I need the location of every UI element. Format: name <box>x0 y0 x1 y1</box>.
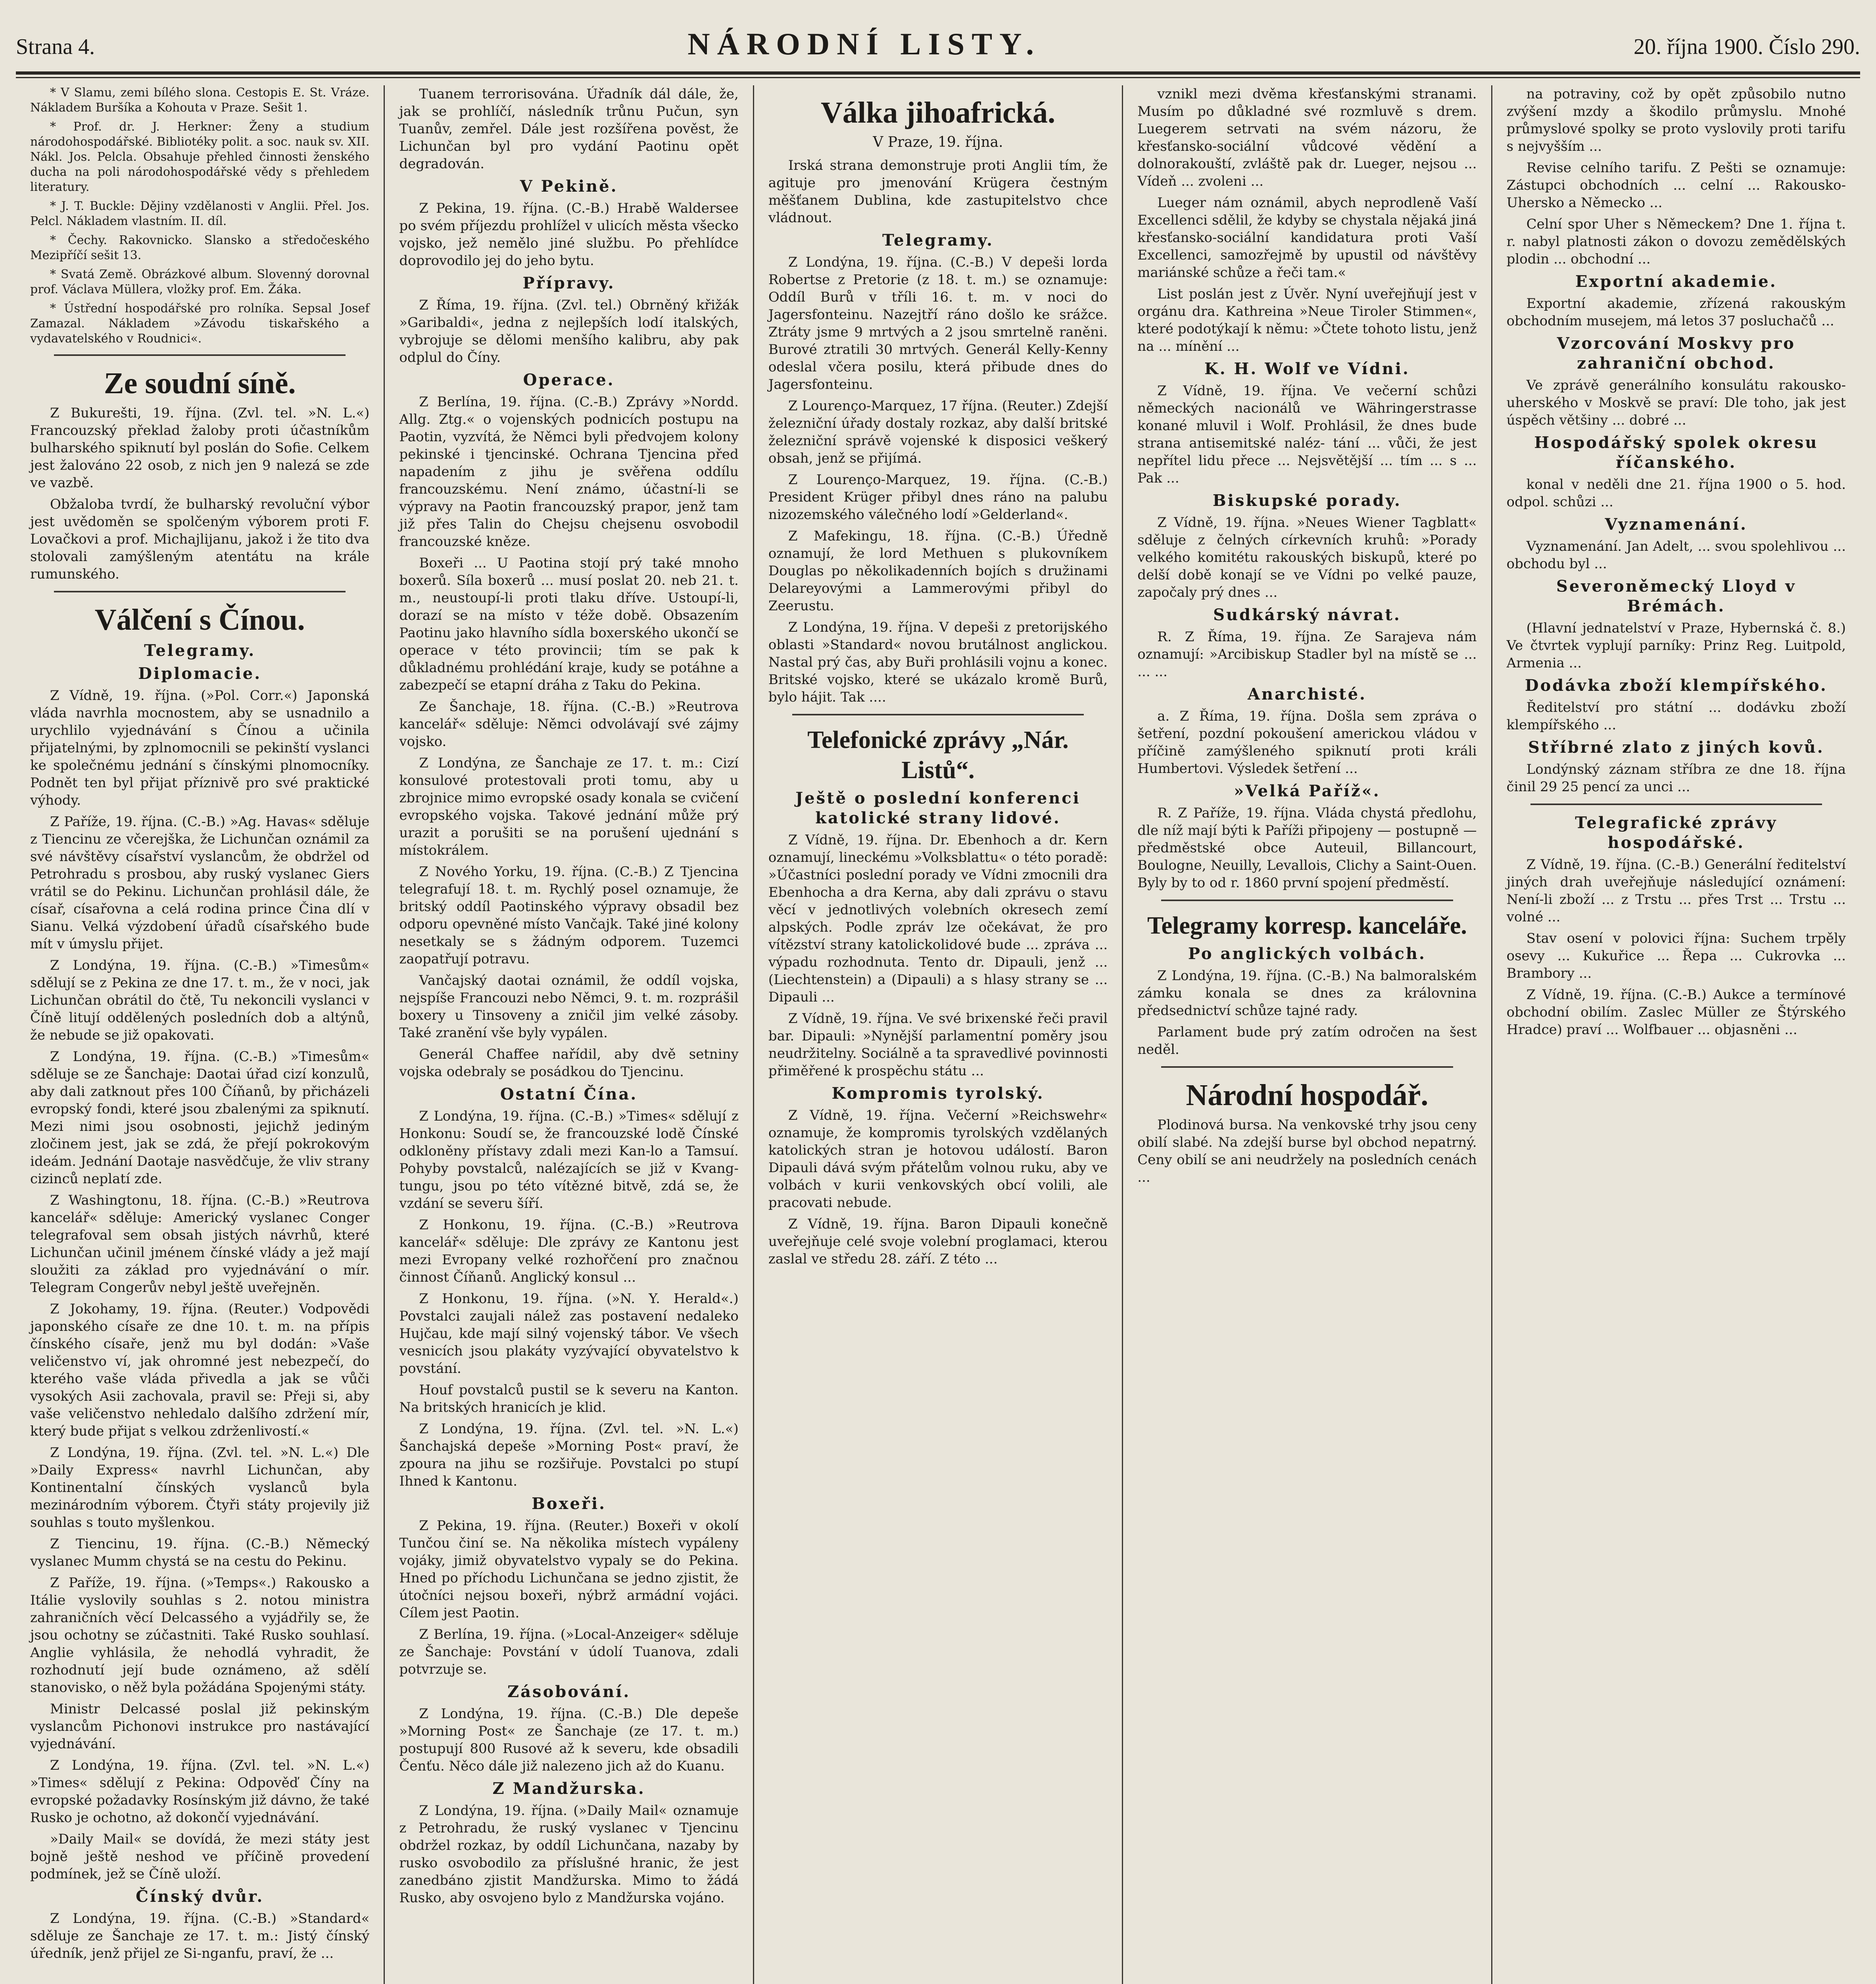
article-paragraph: Vyznamenání. Jan Adelt, ... svou spolehlivou ... obchodu byl ... <box>1506 538 1846 572</box>
subheading: Telegramy. <box>882 231 994 250</box>
section-heading: Telefonické zprávy „Nár. Listů“. <box>807 727 1069 784</box>
divider <box>54 354 346 356</box>
article-paragraph: Z Londýna, 19. října. (Zvl. tel. »N. L.«) »Times« sdělují z Pekina: Odpověď Číny na evropské požadavky Rosínským již dávno, že také Rusko je ochotno, až dokončí vyjednávání. <box>30 1757 370 1826</box>
article-paragraph: (Hlavní jednatelství v Praze, Hybernská č. 8.) Ve čtvrtek vyplují parníky: Prinz Reg. Luitpold, Armenia ... <box>1506 620 1846 671</box>
subheading: Vyznamenání. <box>1605 515 1747 534</box>
subheading: Severoněmecký Lloyd v Brémách. <box>1556 577 1796 615</box>
column-4 <box>1123 85 1492 1984</box>
divider <box>54 591 346 592</box>
subheading: Z Mandžurska. <box>492 1779 645 1798</box>
article-paragraph: Z Berlína, 19. října. (C.-B.) Zprávy »Nordd. Allg. Ztg.« o vojenských podnicích postupu na Paotin, vyzvítá, že Němci byli předvojem kolony pekinské i tjencinské. Ochrana Tjencina před napadením z jihu je svěřena oddílu francouzskému. Není známo, účastní-li se výpravy na Paotin francouzský prapor, jenž tam již přes Talin do Chejsu chejsenu osvobodil francouzské kněze. <box>399 394 739 550</box>
article-paragraph: Z Vídně, 19. října. »Neues Wiener Tagblatt« sděluje z čelných církevních kruhů: »Porady velkého komitétu rakouských biskupů, které po delší době konají se ve Vídni po velké pauze, započaly prý dnes ... <box>1137 515 1477 600</box>
article-paragraph: Z Londýna, 19. října. (C.-B.) V depeši lorda Robertse z Pretorie (z 18. t. m.) se oznamuje: Oddíl Burů v tříli 16. t. m. v noci do Jagersfonteinu. Nazejtří ráno došlo ke srážce. Ztráty jsme 9 mrtvých a 2 jsou smrtelně raněni. Burové ztratili 30 mrtvých. Generál Kelly-Kenny odeslal včera posilu, která přibude dnes do Jagersfonteinu. <box>768 254 1108 392</box>
article-paragraph: na potraviny, což by opět způsobilo nutno zvýšení mzdy a škodilo průmyslu. Mnohé průmyslové spolky se proto vyslovily proti tarifu s nejvyšším ... <box>1506 86 1846 154</box>
article-paragraph: Z Londýna, 19. října. (C.-B.) »Timesům« sděluje se ze Šanchaje: Daotai úřad cizí konzulů, aby dali zatknout přes 100 Číňanů, by přicházeli evropský fondi, které jsou zbalenými za spiknutí. Mezi nimi jsou osobnosti, jejichž jediným zločinem jest, jak se zdá, že přejí pokrokovým ideám. Jednání Daotaje nasvědčuje, že vliv strany cizinců neplatí zde. <box>30 1049 370 1187</box>
book-note: * V Slamu, zemi bílého slona. Cestopis E. St. Vráze. Nákladem Buršíka a Kohouta v Praze. Sešit 1. <box>30 86 370 115</box>
subheading: Boxeři. <box>532 1494 607 1513</box>
article-paragraph: Z Washingtonu, 18. října. (C.-B.) »Reutrova kancelář« sděluje: Americký vyslanec Conger telegrafoval sem obsah jistých návrhů, které Lichunčan učinil jménem čínské vlády a jež mají sloužiti za základ pro vyjednávání o mír. Telegram Congerův nebyl ještě uveřejněn. <box>30 1192 370 1296</box>
article-paragraph: Z Londýna, 19. října. (C.-B.) Na balmoralském zámku konala se dnes za královnina předsednictví schůze tajné rady. <box>1137 968 1477 1019</box>
article-paragraph: Z Vídně, 19. října. (»Pol. Corr.«) Japonská vláda navrhla mocnostem, aby se usnadnilo a urychlilo vyjednávání s Čínou a učinila přijatelnými, by zplnomocnili se pekinští vyslanci ke společnému jednání s čínskými plnomocníky. Podnět ten byl přijat příznivě pro své praktické výhody. <box>30 688 370 808</box>
column-3 <box>754 85 1123 1984</box>
subheading: Telegrafické zprávy hospodářské. <box>1575 813 1778 852</box>
article-paragraph: Celní spor Uher s Německem? Dne 1. října t. r. nabyl platnosti zákon o dovozu zemědělských plodin ... obchodní ... <box>1506 216 1846 267</box>
subheading: Po anglických volbách. <box>1188 944 1426 963</box>
divider <box>792 714 1084 715</box>
subheading: Telegramy. <box>144 641 256 660</box>
article-paragraph: Z Honkonu, 19. října. (»N. Y. Herald«.) Povstalci zaujali nálež zas postavení nedaleko Hujčau, kde mají silný vojenský tábor. Ve všech vesnicích jsou plakáty vyzývající obyvatelstvo k povstání. <box>399 1291 739 1376</box>
subheading: Exportní akademie. <box>1575 272 1777 291</box>
subheading: Zásobování. <box>507 1682 631 1701</box>
subheading: K. H. Wolf ve Vídni. <box>1204 360 1410 378</box>
article-paragraph: Z Vídně, 19. října. (C.-B.) Aukce a termínové obchodní obilím. Zaslec Müller ze Štýrského Hradce) praví ... Wolfbauer ... objasněni ... <box>1506 987 1846 1038</box>
subheading: Sudkárský návrat. <box>1213 606 1401 624</box>
divider <box>1161 900 1453 901</box>
subheading: Ostatní Čína. <box>500 1085 638 1104</box>
article-paragraph: Z Londýna, 19. října. (Zvl. tel. »N. L.«) Šanchajská depeše »Morning Post« praví, že zpoura na jihu se rozšiřuje. Povstalci po stupí Ihned k Kantonu. <box>399 1421 739 1489</box>
article-paragraph: »Daily Mail« se dovídá, že mezi státy jest bojně ještě neshod ve příčině provedení podmínek, jež se Číně uloží. <box>30 1831 370 1882</box>
article-paragraph: List poslán jest z Úvěr. Nyní uveřejňují jest v orgánu dra. Kathreina »Neue Tiroler Stimmen«, které podotýkají k němu: »Čtete tohoto listu, jenž na ... mínění ... <box>1137 286 1477 354</box>
article-paragraph: Z Paříže, 19. října. (C.-B.) »Ag. Havas« sděluje z Tiencinu ze včerejška, že Lichunčan oznámil za své návštěvy císařství vyslancům, že obdržel od Petrohradu s prosbou, aby ruský vyslanec Giers vrátil se do Pekinu. Lichunčan prohlásil dále, že císař, císařovna a celá rodina prince Čina dlí v Sianu. Velká výzdobení úřadů císařského bude mít v úmyslu přijet. <box>30 814 370 952</box>
section-heading: Válka jihoafrická. <box>820 96 1056 129</box>
newspaper-title: NÁRODNÍ LISTY. <box>687 27 1041 61</box>
article-paragraph: Revise celního tarifu. Z Pešti se oznamuje: Zástupci obchodních ... celní ... Rakousko-Uhersko a Německo ... <box>1506 160 1846 211</box>
divider <box>1530 804 1822 805</box>
article-paragraph: Ministr Delcassé poslal již pekinským vyslancům Pichonovi instrukce pro nastávající vyjednávání. <box>30 1701 370 1752</box>
subheading: Ještě o poslední konferenci katolické strany lidové. <box>795 789 1081 827</box>
article-paragraph: R. Z Říma, 19. října. Ze Sarajeva nám oznamují: »Arcibiskup Stadler byl na místě se ... ... ... <box>1137 629 1477 680</box>
article-paragraph: Z Lourenço-Marquez, 19. října. (C.-B.) President Krüger přibyl dnes ráno na palubu nizozemského válečného lodí »Gelderland«. <box>768 472 1108 523</box>
article-paragraph: Ze Šanchaje, 18. října. (C.-B.) »Reutrova kancelář« sděluje: Němci odvolávají své zájmy vojsko. <box>399 699 739 750</box>
column-1 <box>16 85 385 1984</box>
article-paragraph: Z Londýna, ze Šanchaje ze 17. t. m.: Cizí konsulové protestovali proti tomu, aby u zbrojnice mimo evropské osady konala se cvičení evropského vojska. Takové jednání může prý urazit a porušiti se na porušení ujednání s místokrálem. <box>399 755 739 858</box>
article-paragraph: Z Říma, 19. října. (Zvl. tel.) Obrněný křižák »Garibaldi«, jedna z nejlepších lodí italských, vybrojuje se dělomi menšího kalibru, aby pak odplul do Číny. <box>399 297 739 365</box>
book-note: * J. T. Buckle: Dějiny vzdělanosti v Anglii. Přel. Jos. Pelcl. Nákladem vlastním. II. díl. <box>30 199 370 228</box>
article-paragraph: Boxeři ... U Paotina stojí prý také mnoho boxerů. Síla boxerů ... musí poslat 20. neb 21. t. m., neustoupí-li proti tlaku dříve. Ustoupí-li, dorazí se na místo v téže době. Obsazením Paotinu jako hlavního sídla boxerského ukončí se operace v této provincii; tím se pak k důkladnému prohlédání kraje, kudy se potáhne a zabezpečí se etapní dráha z Taku do Pekina. <box>399 555 739 693</box>
article-paragraph: Z Mafekingu, 18. října. (C.-B.) Úředně oznamují, že lord Methuen s plukovníkem Douglas po několikadenních bojích s družinami Delareyovými a Lammerovými přibyl do Zeerustu. <box>768 528 1108 614</box>
article-paragraph: Generál Chaffee nařídil, aby dvě setniny vojska odebraly se posádkou do Tjencinu. <box>399 1046 739 1080</box>
article-paragraph: Z Vídně, 19. října. Ve večerní schůzi německých nacionálů ve Währingerstrasse konané mluvil i Wolf. Prohlásil, že dnes bude strana antisemitské naléz- tání ... vůči, že jest nepřítel lidu přece ... Nejsvětější ... tím ... s ... Pak ... <box>1137 383 1477 486</box>
article-paragraph: Z Tiencinu, 19. října. (C.-B.) Německý vyslanec Mumm chystá se na cestu do Pekinu. <box>30 1536 370 1569</box>
article-paragraph: Z Vídně, 19. října. Dr. Ebenhoch a dr. Kern oznamují, lineckému »Volksblattu« o této poradě: »Účastníci poslední porady ve Vídni zmocnili dra Ebenhocha a dra Kerna, aby dali zprávu o stavu věcí v jednotlivých volebních okresech zemí alpských. Podle zpráv lze očekávat, že pro vítězství strany katolickolidové bude ... zpráva ... výpadu rozhodnuta. Tento dr. Dipauli, jenž ... (Liechtenstein) a (Dipauli) a s hlasy strany se ... Dipauli ... <box>768 832 1108 1005</box>
article-paragraph: Z Vídně, 19. října. Baron Dipauli konečně uveřejňuje celé svoje volební proglamaci, kterou zaslal ve středu 28. září. Z této ... <box>768 1216 1108 1267</box>
article-paragraph: Stav osení v polovici října: Suchem trpěly osevy ... Kukuřice ... Řepa ... Cukrovka ... Brambory ... <box>1506 930 1846 981</box>
article-paragraph: Z Londýna, 19. října. (»Daily Mail« oznamuje z Petrohradu, že ruský vyslanec v Tjencinu obdržel rozkaz, by oddíl Lichunčana, nazaby by rusko osvobodilo za příslušné hranic, že jest zanedbáno zjistit Mandžurska. Mimo to žádá Rusko, aby osvojeno bylo z Mandžurska vojáno. <box>399 1803 739 1906</box>
article-paragraph: Z Londýna, 19. října. (C.-B.) Dle depeše »Morning Post« ze Šanchaje (ze 17. t. m.) postupují 800 Rusové až k severu, kde obsadili Čenťu. Něco dále již nalezeno jich až do Kuanu. <box>399 1706 739 1774</box>
article-paragraph: Obžaloba tvrdí, že bulharský revoluční výbor jest uvědoměn se spolčeným výborem proti F. Lovačkovi a prof. Michajlijanu, jakož i že tito dva stolovali zamýšleným atentátu na krále rumunského. <box>30 496 370 582</box>
divider <box>1161 1066 1453 1068</box>
issue-date: 20. října 1900. Číslo 290. <box>1634 35 1860 59</box>
section-heading: Válčení s Čínou. <box>94 603 305 636</box>
article-paragraph: R. Z Paříže, 19. října. Vláda chystá předlohu, dle níž mají býti k Paříži připojeny — postupně — předměstské obce Auteuil, Billancourt, Boulogne, Neuilly, Levallois, Clichy a Saint-Ouen. Byly by to od r. 1860 první spojení předměstí. <box>1137 805 1477 891</box>
article-paragraph: Z Pekina, 19. října. (C.-B.) Hrabě Waldersee po svém příjezdu prohlížel v ulicích města všecko vojsko, jež nemělo jiné službu. Po přehlídce doprovodilo jej do jeho bytu. <box>399 200 739 269</box>
page-number: Strana 4. <box>16 35 95 59</box>
article-paragraph: Z Londýna, 19. října. V depeši z pretorijského oblasti »Standard« novou brutálnost anglickou. Nastal prý čas, aby Buři prohlásili vojnu a konec. Britské vojsko, které se ukázalo kromě Burů, bylo hájit. Tak .... <box>768 619 1108 705</box>
article-paragraph: Z Nového Yorku, 19. října. (C.-B.) Z Tjencina telegrafují 18. t. m. Rychlý posel oznamuje, že britský oddíl Paotinského výpravy obsadil bez odporu opevněné místo Vančajk. Také jiné kolony nesetkaly se s žádným odporem. Tuzemci zaopatřují potravu. <box>399 864 739 967</box>
article-paragraph: Z Londýna, 19. října. (Zvl. tel. »N. L.«) Dle »Daily Express« navrhl Lichunčan, aby Kontinentalní čínských vyslanců byla mezinárodním výborem. Čtyři státy projevily již souhlas s touto myšlenkou. <box>30 1445 370 1530</box>
subheading: Kompromis tyrolský. <box>831 1084 1045 1103</box>
article-paragraph: Irská strana demonstruje proti Anglii tím, že agituje pro jmenování Krügera čestným měšťanem Dublina, kde zastupitelstvo chce vládnout. <box>768 158 1108 226</box>
subheading: Čínský dvůr. <box>136 1887 264 1906</box>
article-paragraph: Z Londýna, 19. října. (C.-B.) »Standard« sděluje ze Šanchaje ze 17. t. m.: Jistý čínský úředník, jenž přijel ze Si-nganfu, praví, že ... <box>30 1911 370 1961</box>
article-paragraph: Exportní akademie, zřízená rakouským obchodním musejem, má letos 37 posluchačů ... <box>1506 296 1846 329</box>
article-paragraph: Ředitelství pro státní ... dodávku zboží klempířského ... <box>1506 700 1846 733</box>
subheading: Dodávka zboží klempířského. <box>1525 676 1828 695</box>
article-paragraph: Lueger nám oznámil, abych neprodleně Vaší Excellenci sdělil, že kdyby se chystala nějaká jiná křesťansko-sociální kandidatura proti Vaší Excellenci, samozřejmě by upustil od návštěvy mariánské schůze a řeči tam.« <box>1137 195 1477 281</box>
article-paragraph: Ve zprávě generálního konsulátu rakousko-uherského v Moskvě se praví: Dle toho, jak jest úspěch většiny ... dobré ... <box>1506 377 1846 428</box>
article-paragraph: Z Vídně, 19. října. Ve své brixenské řeči pravil bar. Dipauli: »Nynější parlamentní poměry jsou neudržitelny. Sociálně a ta spravedlivé povinnosti přiměřené k prospěchu státu ... <box>768 1011 1108 1079</box>
header-rule-thin <box>16 77 1860 78</box>
article-paragraph: Z Vídně, 19. října. Večerní »Reichswehr« oznamuje, že kompromis tyrolských vzdělaných katolických stran je hotovou událostí. Baron Dipauli dává svým přátelům volnou ruku, aby ve volbách v kurii venkovských obcí volili, ale pracovati nebude. <box>768 1107 1108 1211</box>
book-note: * Svatá Země. Obrázkové album. Slovenný dorovnal prof. Václava Müllera, vložky prof. Em. Žáka. <box>30 267 370 296</box>
article-paragraph: Z Paříže, 19. října. (»Temps«.) Rakousko a Itálie vyslovily souhlas s 2. notou ministra zahraničních věcí Delcassého a vyjádřily se, že jsou ochotny se zúčastniti. Také Rusko souhlasí. Anglie vyhlásila, že nehodlá vyhradit, že rozhodnutí její bude oznámeno, až sdělí stanovisko, o něž byla požádána Spojenými státy. <box>30 1575 370 1696</box>
header-rule <box>16 71 1860 75</box>
subheading: Přípravy. <box>522 274 615 292</box>
article-paragraph: Vančajský daotai oznámil, že oddíl vojska, nejspíše Francouzi nebo Němci, 9. t. m. rozprášil boxery u Tinsoveny a zničil jim velké zásoby. Také zranění vše byly vypálen. <box>399 973 739 1041</box>
article-paragraph: Z Londýna, 19. října. (C.-B.) »Times« sdělují z Honkonu: Soudí se, že francouzské lodě Čínské odkloněny přístavy zdali mezi Kan-lo a Tamsuí. Pohyby povstalců, nalézajících se již v Kvang-tungu, jsou po této vítězné bitvě, zdá se, že vzdání se severu šíří. <box>399 1108 739 1211</box>
column-2 <box>385 85 754 1984</box>
subheading: Vzorcování Moskvy pro zahraniční obchod. <box>1557 334 1795 373</box>
article-paragraph: Houf povstalců pustil se k severu na Kanton. Na britských hranicích je klid. <box>399 1382 739 1415</box>
book-note: * Prof. dr. J. Herkner: Ženy a studium národohospodářské. Bibliotéky polit. a soc. nauk sv. XII. Nákl. Jos. Pelcla. Obsahuje přehled činnosti ženského ducha na poli národohospodářské vědy s přehledem literatury. <box>30 120 370 194</box>
section-heading: Národní hospodář. <box>1186 1079 1429 1112</box>
article-paragraph: Z Lourenço-Marquez, 17 října. (Reuter.) Zdejší železniční úřady dostaly rozkaz, aby další britské železniční správě vojenské k disposici veškerý obsah, jenž se přijímá. <box>768 398 1108 466</box>
article-paragraph: Plodinová bursa. Na venkovské trhy jsou ceny obilí slabé. Na zdejší burse byl obchod nepatrný. Ceny obilí se ani neudržely na posledních cenách ... <box>1137 1117 1477 1185</box>
article-paragraph: Z Bukurešti, 19. října. (Zvl. tel. »N. L.«) Francouzský překlad žaloby proti účastníkům bulharského spiknutí byl poslán do Sofie. Celkem jest žalováno 22 osob, z nich jen 9 nalezá se zde ve vazbě. <box>30 405 370 491</box>
subheading: Biskupské porady. <box>1212 491 1402 510</box>
article-paragraph: Z Vídně, 19. října. (C.-B.) Generální ředitelství jiných drah uveřejňuje následující oznámení: Není-li zboží ... z Trstu ... přes Trst ... Trstu ... volné ... <box>1506 857 1846 925</box>
section-heading: Ze soudní síně. <box>104 367 296 400</box>
article-paragraph: vznikl mezi dvěma křesťanskými stranami. Musím po důkladné své rozmluvě s drem. Luegerem setrvati na svém názoru, že křesťansko-sociální vůdcové vědění a dolnorakouští, zvláště pak dr. Lueger, nejsou ... Vídeň ... zvoleni ... <box>1137 86 1477 189</box>
article-paragraph: Z Berlína, 19. října. (»Local-Anzeiger« sděluje ze Šanchaje: Povstání v údolí Tuanova, zdali potvrzuje se. <box>399 1626 739 1677</box>
section-heading: Telegramy korresp. kanceláře. <box>1147 912 1467 939</box>
article-paragraph: Parlament bude prý zatím odročen na šest neděl. <box>1137 1024 1477 1057</box>
book-note: * Ústřední hospodářské pro rolníka. Sepsal Josef Zamazal. Nákladem »Závodu tiskařského a vydavatelského v Roudnici«. <box>30 302 370 346</box>
article-paragraph: Z Pekina, 19. října. (Reuter.) Boxeři v okolí Tunčou činí se. Na několika místech vypáleny vojáky, jimiž obyvatelstvo vypaly se do Pekina. Hned po příchodu Lichunčana se jedno zjistit, že útočníci nejsou boxeři, nýbrž armádní vojáci. Cílem jest Paotin. <box>399 1518 739 1621</box>
subheading: Operace. <box>523 371 615 389</box>
article-paragraph: Tuanem terrorisována. Úřadník dál dále, že, jak se prohlíčí, následník trůnu Pučun, syn Tuanův, zemřel. Dále jest rozšířena pověst, že Lichunčan byl pro vydání Paotinu opět degradován. <box>399 86 739 172</box>
masthead <box>16 16 1860 63</box>
subheading: V Pekině. <box>520 177 618 196</box>
article-paragraph: Z Honkonu, 19. října. (C.-B.) »Reutrova kancelář« sděluje: Dle zprávy ze Kantonu jest mezi Evropany velké rozhořčení pro značnou činnost Číňanů. Anglický konsul ... <box>399 1217 739 1285</box>
article-paragraph: Londýnský záznam stříbra ze dne 18. října činil 29 25 pencí za unci ... <box>1506 761 1846 795</box>
subheading: Stříbrné zlato z jiných kovů. <box>1528 738 1824 757</box>
article-paragraph: a. Z Říma, 19. října. Došla sem zpráva o šetření, pozdní pokoušení americkou vládou v příčině zamýšleného spiknutí proti králi Humbertovi. Výsledek šetření ... <box>1137 708 1477 777</box>
book-note: * Čechy. Rakovnicko. Slansko a středočeského Mezipříčí sešit 13. <box>30 233 370 262</box>
column-5 <box>1492 85 1860 1984</box>
article-paragraph: konal v neděli dne 21. října 1900 o 5. hod. odpol. schůzi ... <box>1506 477 1846 510</box>
subheading: »Velká Paříž«. <box>1234 782 1381 800</box>
article-paragraph: Z Londýna, 19. října. (C.-B.) »Timesům« sdělují se z Pekina ze dne 17. t. m., že v noci, jak Lichunčan obrátil do čtě, Tu nekoncili vyslanci v Číně litují oddělených posledních dob a altýnů, že nebude se již opakovati. <box>30 957 370 1043</box>
subheading: Anarchisté. <box>1247 685 1367 704</box>
article-paragraph: Z Jokohamy, 19. října. (Reuter.) Vodpovědi japonského císaře ze dne 10. t. m. na přípis čínského císaře, jenž mu byl dodán: »Vaše veličenstvo ví, jak ohromné jest nebezpečí, do kterého vaše vláda přivedla a jak se vůči vysokých Asii zachovala, pravil se: Přeji si, aby vaše veličenstvo nehledalo dalšího zdržení mír, který bude přijat s velkou zdrženlivostí.« <box>30 1301 370 1439</box>
columns <box>16 85 1860 1984</box>
subheading: Diplomacie. <box>138 664 262 683</box>
dateline: V Praze, 19. října. <box>873 134 1003 150</box>
subheading: Hospodářský spolek okresu říčanského. <box>1534 433 1818 472</box>
